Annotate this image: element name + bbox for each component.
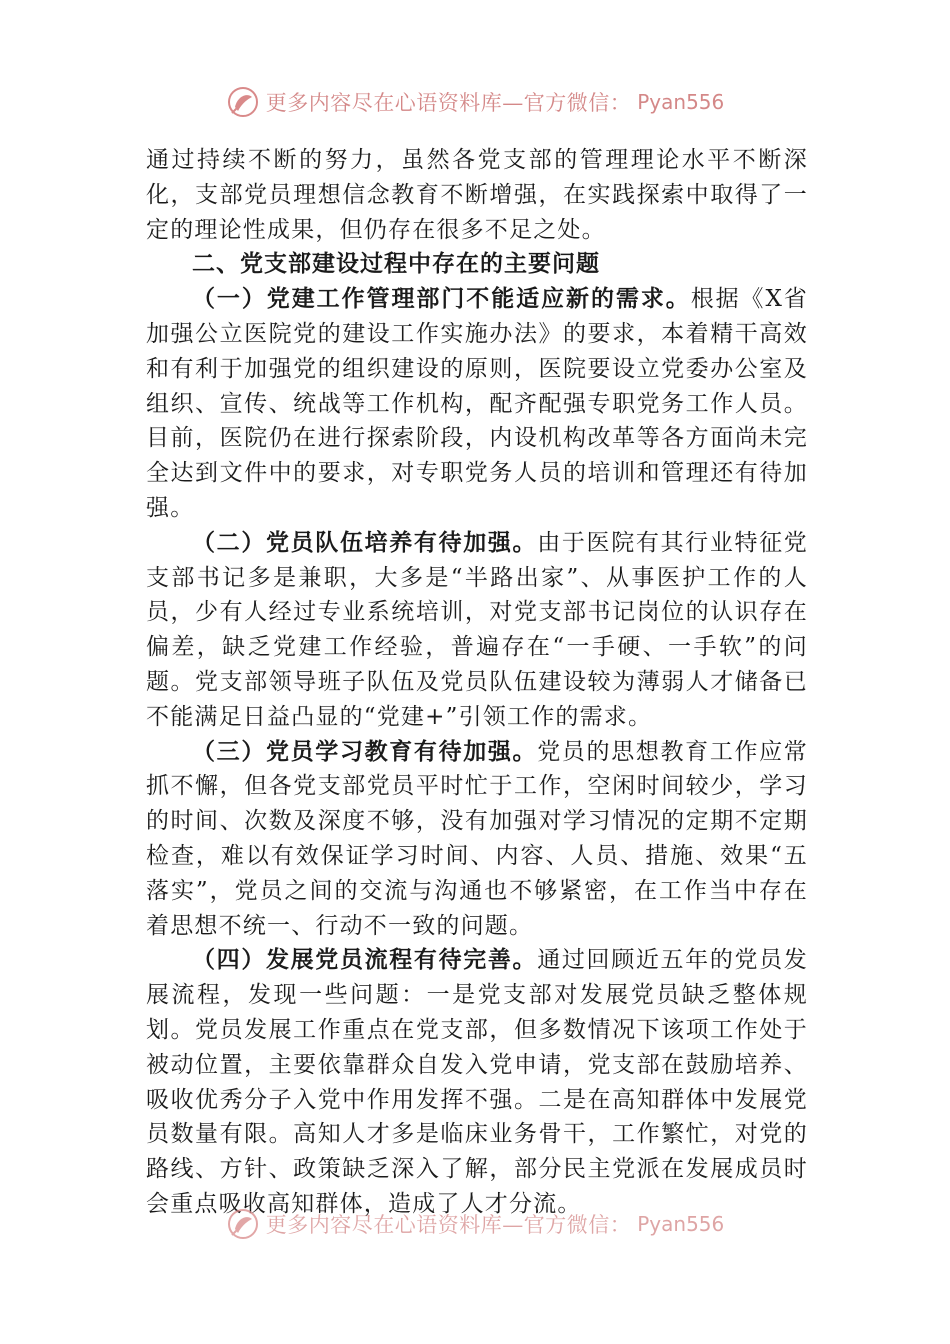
- issue-lead-2: （二）党员队伍培养有待加强。: [192, 528, 538, 556]
- issue-paragraph-3: [146, 735, 808, 944]
- issue-paragraph-1: [146, 282, 808, 526]
- footer-watermark: [0, 1204, 950, 1244]
- issue-lead-4: （四）发展党员流程有待完善。: [192, 946, 538, 974]
- watermark-handle: Pyan556: [637, 1212, 725, 1236]
- intro-paragraph: 通过持续不断的努力，虽然各党支部的管理理论水平不断深化，支部党员理想信念教育不断增强，在实践探索中取得了一定的理论性成果，但仍存在很多不足之处。: [146, 147, 808, 243]
- watermark-logo-icon: [226, 85, 260, 119]
- document-body: [146, 143, 808, 1222]
- watermark-text: 更多内容尽在心语资料库—官方微信：: [265, 1213, 632, 1237]
- watermark-logo-icon: [226, 1207, 260, 1241]
- header-watermark: [0, 82, 950, 122]
- issue-paragraph-4: [146, 943, 808, 1221]
- watermark-handle: Pyan556: [637, 90, 725, 114]
- issue-body-3: 党员的思想教育工作应常抓不懈，但各党支部党员平时忙于工作，空闲时间较少，学习的时间、次数及深度不够，没有加强对学习情况的定期不定期检查，难以有效保证学习时间、内容、人员、措施、效果“五落实”，党员之间的交流与沟通也不够紧密，在工作当中存在着思想不统一、行动不一致的问题。: [146, 738, 808, 939]
- issue-lead-1: （一）党建工作管理部门不能适应新的需求。: [192, 285, 691, 313]
- issue-lead-3: （三）党员学习教育有待加强。: [192, 737, 538, 765]
- issue-body-2: 由于医院有其行业特征党支部书记多是兼职，大多是“半路出家”、从事医护工作的人员，少有人经过专业系统培训，对党支部书记岗位的认识存在偏差，缺乏党建工作经验，普遍存在“一手硬、一手软”的问题。党支部领导班子队伍及党员队伍建设较为薄弱人才储备已不能满足日益凸显的“党建+”引领工作的需求。: [146, 529, 808, 730]
- issue-paragraph-2: [146, 526, 808, 735]
- issue-body-1: 根据《X省加强公立医院党的建设工作实施办法》的要求，本着精干高效和有利于加强党的组织建设的原则，医院要设立党委办公室及组织、宣传、统战等工作机构，配齐配强专职党务工作人员。目前，医院仍在进行探索阶段，内设机构改革等各方面尚未完全达到文件中的要求，对专职党务人员的培训和管理还有待加强。: [146, 286, 808, 521]
- section-heading: 二、党支部建设过程中存在的主要问题: [192, 251, 600, 278]
- watermark-text: 更多内容尽在心语资料库—官方微信：: [265, 91, 632, 115]
- issue-body-4: 通过回顾近五年的党员发展流程，发现一些问题：一是党支部对发展党员缺乏整体规划。党员发展工作重点在党支部，但多数情况下该项工作处于被动位置，主要依靠群众自发入党申请，党支部在鼓励培养、吸收优秀分子入党中作用发挥不强。二是在高知群体中发展党员数量有限。高知人才多是临床业务骨干，工作繁忙，对党的路线、方针、政策缺乏深入了解，部分民主党派在发展成员时会重点吸收高知群体，造成了人才分流。: [146, 947, 808, 1217]
